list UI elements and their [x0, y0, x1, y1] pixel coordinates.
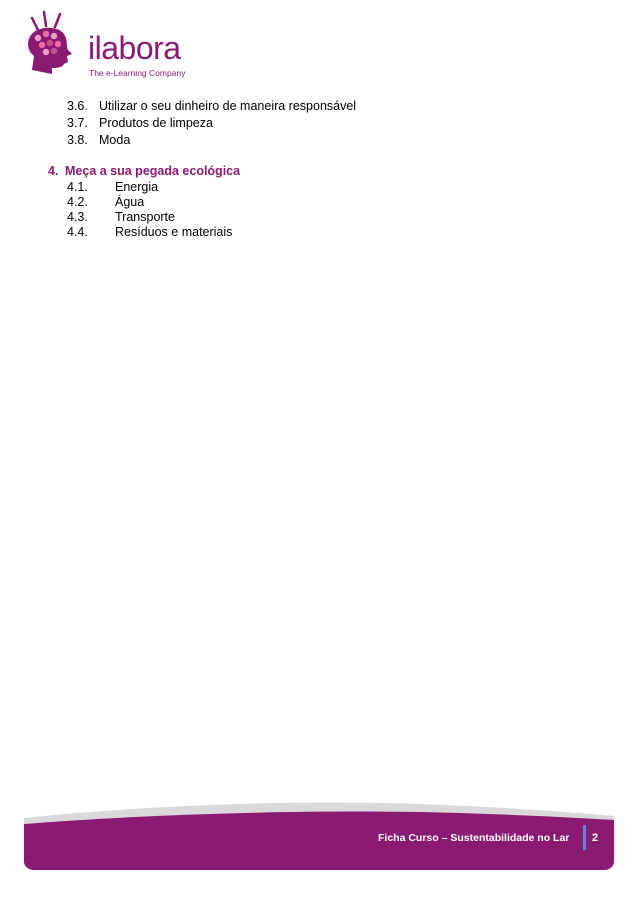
page-number: 2 [592, 832, 599, 844]
toc-item-number: 3.6. [67, 99, 88, 113]
footer-course-title: Ficha Curso – Sustentabilidade no Lar [378, 832, 570, 844]
toc-item-number: 3.8. [67, 133, 88, 147]
toc-item-number: 4.4. [67, 225, 88, 239]
toc-item-number: 4.1. [67, 180, 88, 194]
toc-item-text: Transporte [115, 210, 175, 224]
toc-item-text: Produtos de limpeza [99, 116, 213, 130]
toc-item-text: Moda [99, 133, 131, 147]
footer-band [0, 790, 638, 903]
logo-tagline: The e-Learning Company [89, 68, 186, 78]
section-title: Meça a sua pegada ecológica [65, 164, 241, 178]
toc-item-number: 4.3. [67, 210, 88, 224]
toc-item-text: Resíduos e materiais [115, 225, 233, 239]
toc-item-number: 4.2. [67, 195, 88, 209]
company-logo [22, 8, 186, 80]
toc-item-text: Água [115, 195, 145, 209]
logo-wordmark: ilabora [88, 30, 181, 66]
head-icon [22, 8, 92, 80]
toc-item-text: Energia [115, 180, 159, 194]
section-number: 4. [48, 164, 59, 178]
toc-item-text: Utilizar o seu dinheiro de maneira responsável [99, 99, 357, 113]
toc-item-number: 3.7. [67, 116, 88, 130]
footer-separator [583, 825, 586, 850]
